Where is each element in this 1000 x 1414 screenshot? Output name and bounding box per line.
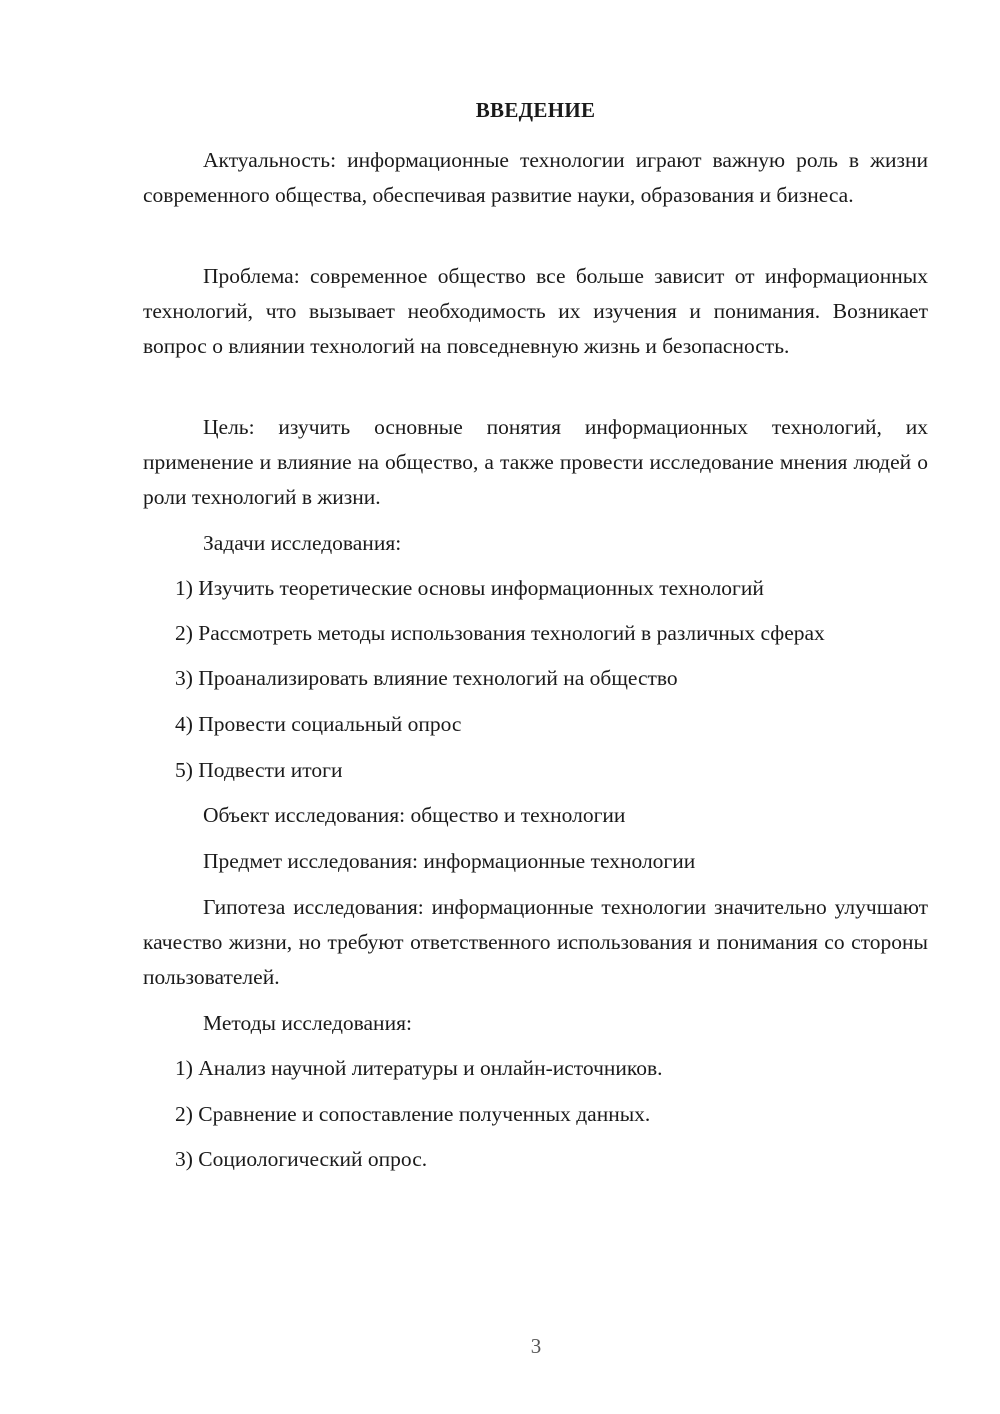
relevance-paragraph: Актуальность: информационные технологии играют важную роль в жизни современного общества, обеспечивая развитие науки, образования и бизнеса. xyxy=(143,148,928,207)
research-subject: Предмет исследования: информационные технологии xyxy=(203,849,696,873)
method-item-2: 2) Сравнение и сопоставление полученных данных. xyxy=(175,1102,651,1126)
task-item-2: 2) Рассмотреть методы использования технологий в различных сферах xyxy=(175,621,825,645)
page-number: 3 xyxy=(530,1334,542,1358)
tasks-heading: Задачи исследования: xyxy=(203,531,402,555)
page-title: ВВЕДЕНИЕ xyxy=(475,98,596,122)
problem-paragraph: Проблема: современное общество все больше зависит от информационных технологий, что вызывает необходимость их изучения и понимания. Возникает вопрос о влиянии технологий на повседневную жизнь и безопасность. xyxy=(143,264,928,358)
research-object: Объект исследования: общество и технологии xyxy=(203,803,626,827)
task-item-4: 4) Провести социальный опрос xyxy=(175,712,462,736)
task-item-1: 1) Изучить теоретические основы информационных технологий xyxy=(175,576,764,600)
task-item-3: 3) Проанализировать влияние технологий на общество xyxy=(175,666,678,690)
hypothesis-paragraph: Гипотеза исследования: информационные технологии значительно улучшают качество жизни, но требуют ответственного использования и понимания со стороны пользователей. xyxy=(143,895,928,989)
goal-paragraph: Цель: изучить основные понятия информационных технологий, их применение и влияние на общество, а также провести исследование мнения людей о роли технологий в жизни. xyxy=(143,415,928,509)
method-item-1: 1) Анализ научной литературы и онлайн-источников. xyxy=(175,1056,663,1080)
methods-heading: Методы исследования: xyxy=(203,1011,412,1035)
task-item-5: 5) Подвести итоги xyxy=(175,758,343,782)
method-item-3: 3) Социологический опрос. xyxy=(175,1147,428,1171)
